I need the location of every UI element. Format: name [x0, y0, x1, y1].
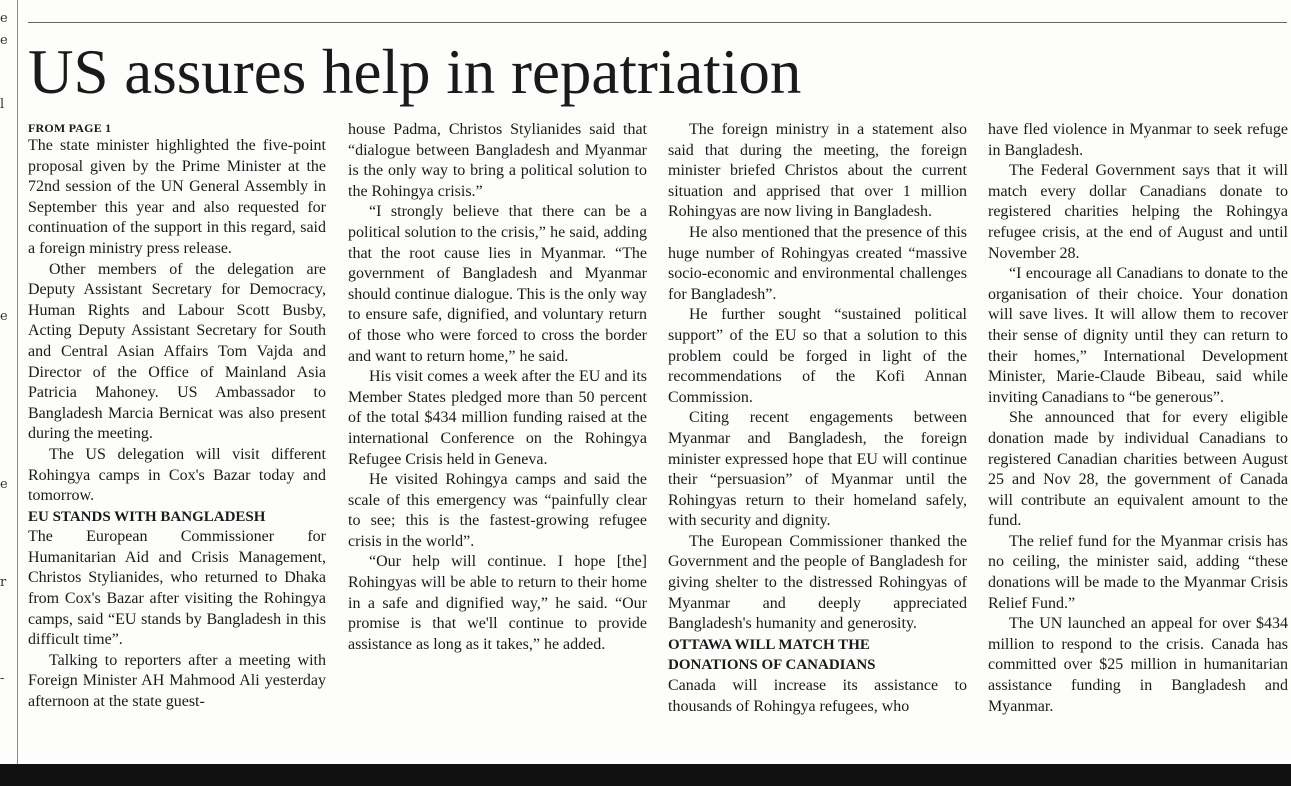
paragraph: The US delegation will visit different Rohingya camps in Cox's Bazar today and tomorrow. [28, 445, 326, 505]
paragraph: Other members of the delegation are Deputy Assistant Secretary for Democracy, Human Rights and Labour Scott Busby, Acting Deputy Assistant Secretary for South and Central Asian Affairs Tom Vajda and Director of the Office of Mainland Asia Patricia Mahoney. US Ambassador to Bangladesh Marcia Bernicat was also present during the meeting. [28, 260, 326, 443]
margin-letter: e [0, 477, 8, 492]
paragraph: The relief fund for the Myanmar crisis has no ceiling, the minister said, adding “these donations will be made to the Myanmar Crisis Relief Fund.” [988, 532, 1288, 612]
paragraph: His visit comes a week after the EU and its Member States pledged more than 50 percent of the total $434 million funding raised at the international Conference on the Rohingya Refugee Crisis held in Geneva. [348, 368, 647, 468]
bottom-black-bar [0, 764, 1291, 786]
previous-article-text-strip [28, 0, 1288, 6]
headline: US assures help in repatriation [28, 37, 802, 107]
paragraph: “I strongly believe that there can be a political solution to the crisis,” he said, adding that the root cause lies in Myanmar. “The government of Bangladesh and Myanmar should continue dialogue. This is the only way to ensure safe, dignified, and voluntary return of those who were forced to cross the border and want to return home,” he said. [348, 203, 647, 365]
article-column-1 [28, 120, 326, 766]
paragraph: The UN launched an appeal for over $434 million to respond to the crisis. Canada has committed over $25 million in humanitarian assistance funding in Bangladesh and Myanmar. [988, 615, 1288, 715]
paragraph: Talking to reporters after a meeting with Foreign Minister AH Mahmood Ali yesterday afternoon at the state guest- [28, 651, 326, 711]
article-column-4 [988, 120, 1288, 766]
paragraph: He visited Rohingya camps and said the scale of this emergency was “painfully clear to see; this is the fastest-growing refugee crisis in the world”. [348, 471, 647, 550]
paragraph: He also mentioned that the presence of this huge number of Rohingyas created “massive socio-economic and environmental challenges for Bangladesh”. [668, 223, 967, 303]
left-column-rule [17, 0, 18, 764]
paragraph: The state minister highlighted the five-point proposal given by the Prime Minister at the 72nd session of the UN General Assembly in September this year and also requested for continuation of the support in this regard, said a foreign ministry press release. [28, 137, 326, 257]
header-rule [28, 22, 1287, 23]
paragraph: “Our help will continue. I hope [the] Rohingyas will be able to return to their home in a safe and dignified way,” he said. “Our promise is that we'll continue to provide assistance as long as it takes,” he added. [348, 553, 647, 653]
paragraph: The European Commissioner thanked the Government and the people of Bangladesh for giving shelter to the distressed Rohingyas of Myanmar and deeply appreciated Bangladesh's humanity and generosity. [668, 532, 967, 633]
margin-letter: r [0, 575, 7, 590]
margin-letter: - [0, 671, 5, 686]
paragraph: She announced that for every eligible donation made by individual Canadians to registered Canadian charities between August 25 and Nov 28, the government of Canada will contribute an equivalent amount to the fund. [988, 409, 1288, 530]
paragraph: The foreign ministry in a statement also said that during the meeting, the foreign minister briefed Christos about the current situation and apprised that over 1 million Rohingyas are now living in Bangladesh. [668, 121, 967, 221]
margin-letter: e [0, 11, 8, 26]
subheading: EU STANDS WITH BANGLADESH [28, 508, 266, 525]
paragraph: house Padma, Christos Stylianides said that “dialogue between Bangladesh and Myanmar is the only way to bring a political solution to the Rohingya crisis.” [348, 121, 647, 200]
paragraph: Citing recent engagements between Myanmar and Bangladesh, the foreign minister expressed hope that EU will continue their “persuasion” of Myanmar until the Rohingyas return to their homeland safely, with security and dignity. [668, 409, 967, 530]
subheading: DONATIONS OF CANADIANS [668, 657, 876, 674]
margin-letter: l [0, 97, 5, 112]
margin-letter: e [0, 33, 8, 48]
paragraph: He further sought “sustained political support” of the EU so that a solution to this problem could be forged in light of the recommendations of the Kofi Annan Commission. [668, 306, 967, 406]
margin-letter: e [0, 309, 8, 324]
article-column-2 [348, 120, 647, 766]
paragraph: “I encourage all Canadians to donate to the organisation of their choice. Your donation will save lives. It will allow them to recover their sense of dignity until they can return to their homes,” International Development Minister, Marie-Claude Bibeau, said while inviting Canadians to “be generous”. [988, 265, 1288, 406]
article-column-3 [668, 120, 967, 766]
subheading: OTTAWA WILL MATCH THE [668, 636, 870, 653]
paragraph: Canada will increase its assistance to thousands of Rohingya refugees, who [668, 677, 967, 715]
paragraph: The Federal Government says that it will match every dollar Canadians donate to registered charities helping the Rohingya refugee crisis, at the end of August and until November 28. [988, 162, 1288, 262]
kicker: FROM PAGE 1 [28, 121, 112, 135]
paragraph: The European Commissioner for Humanitarian Aid and Crisis Management, Christos Stylianides, who returned to Dhaka from Cox's Bazar after visiting the Rohingya camps, said “EU stands by Bangladesh in this difficult time”. [28, 528, 326, 649]
paragraph: have fled violence in Myanmar to seek refuge in Bangladesh. [988, 121, 1288, 159]
